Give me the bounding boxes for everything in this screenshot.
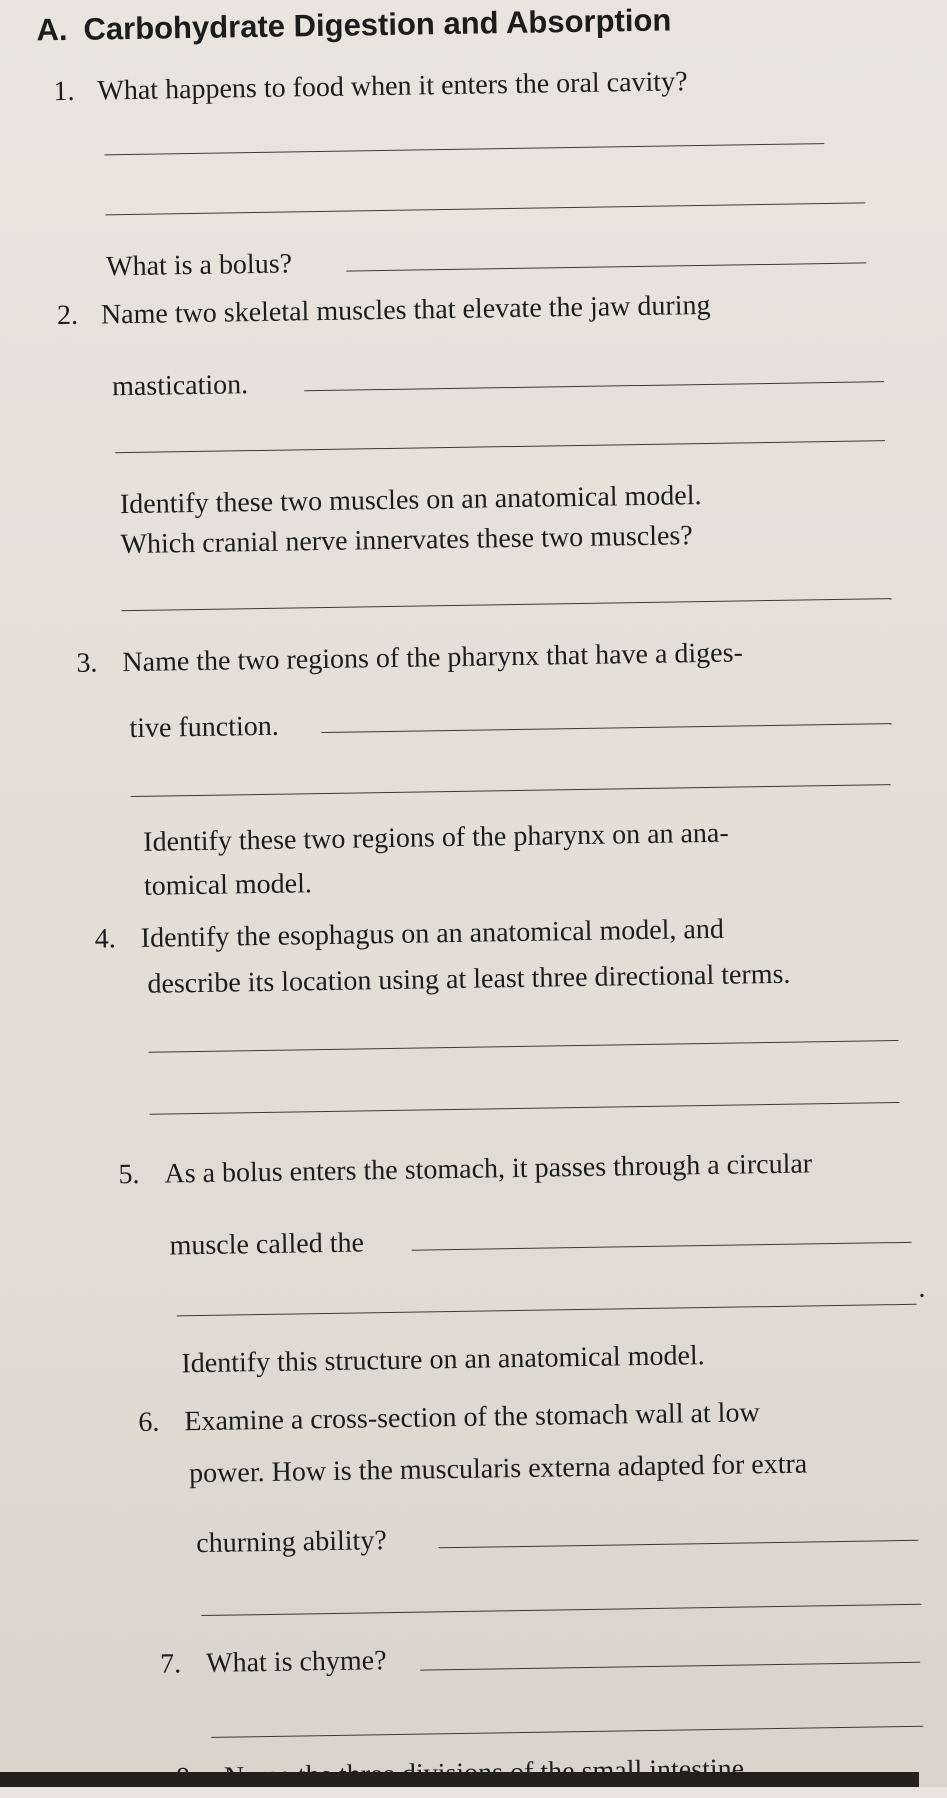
question-3-number: 3. (76, 647, 98, 679)
question-4-line-2: describe its location using at least three directional terms. (147, 958, 791, 1000)
question-5-line-2: muscle called the (169, 1227, 365, 1262)
question-7-number: 7. (159, 1648, 182, 1680)
question-2-line-1: Name two skeletal muscles that elevate the jaw during (100, 289, 711, 331)
question-5-number: 5. (118, 1158, 140, 1191)
section-letter: A. (36, 11, 68, 48)
question-3-line-2: tive function. (129, 710, 279, 745)
answer-line[interactable] (420, 1662, 920, 1671)
question-6-number: 6. (138, 1406, 160, 1439)
answer-line[interactable] (201, 1604, 921, 1616)
answer-line[interactable] (104, 143, 824, 155)
question-1-subquestion: What is a bolus? (105, 248, 293, 283)
answer-line[interactable] (177, 1304, 917, 1317)
answer-line[interactable] (105, 202, 865, 215)
question-5-identify: Identify this structure on an anatomical model. (181, 1340, 705, 1380)
question-2-nerve: Which cranial nerve innervates these two muscles? (120, 520, 693, 561)
answer-line[interactable] (115, 440, 885, 453)
question-2-identify: Identify these two muscles on an anatomical model. (119, 480, 702, 521)
answer-line[interactable] (346, 262, 866, 271)
question-2-line-2: mastication. (111, 369, 249, 403)
question-1-number: 1. (53, 75, 75, 108)
question-1-text: What happens to food when it enters the oral cavity? (97, 66, 688, 107)
answer-line[interactable] (412, 1242, 912, 1251)
answer-line[interactable] (150, 1102, 900, 1115)
answer-line[interactable] (131, 784, 891, 797)
question-6-line-1: Examine a cross-section of the stomach wall at low (184, 1397, 760, 1438)
question-4-line-1: Identify the esophagus on an anatomical model, and (140, 913, 725, 954)
question-5-period: . (918, 1272, 926, 1304)
question-4-number: 4. (94, 923, 117, 955)
page-bottom-edge (0, 1772, 919, 1787)
answer-line[interactable] (322, 723, 892, 733)
answer-line[interactable] (149, 1040, 899, 1053)
section-title: Carbohydrate Digestion and Absorption (83, 2, 672, 47)
question-2-number: 2. (56, 299, 79, 332)
answer-line[interactable] (438, 1540, 918, 1549)
question-3-identify-1: Identify these two regions of the pharynx on an ana- (143, 817, 729, 858)
question-7-text: What is chyme? (205, 1645, 387, 1679)
question-6-line-3: churning ability? (196, 1525, 388, 1560)
question-3-line-1: Name the two regions of the pharynx that have a diges- (122, 637, 744, 679)
answer-line[interactable] (211, 1726, 923, 1738)
answer-line[interactable] (304, 381, 884, 391)
question-5-line-1: As a bolus enters the stomach, it passes through a circular (164, 1148, 813, 1190)
answer-line[interactable] (122, 598, 892, 611)
question-6-line-2: power. How is the muscularis externa adapted for extra (188, 1448, 808, 1490)
question-3-identify-2: tomical model. (143, 868, 313, 902)
